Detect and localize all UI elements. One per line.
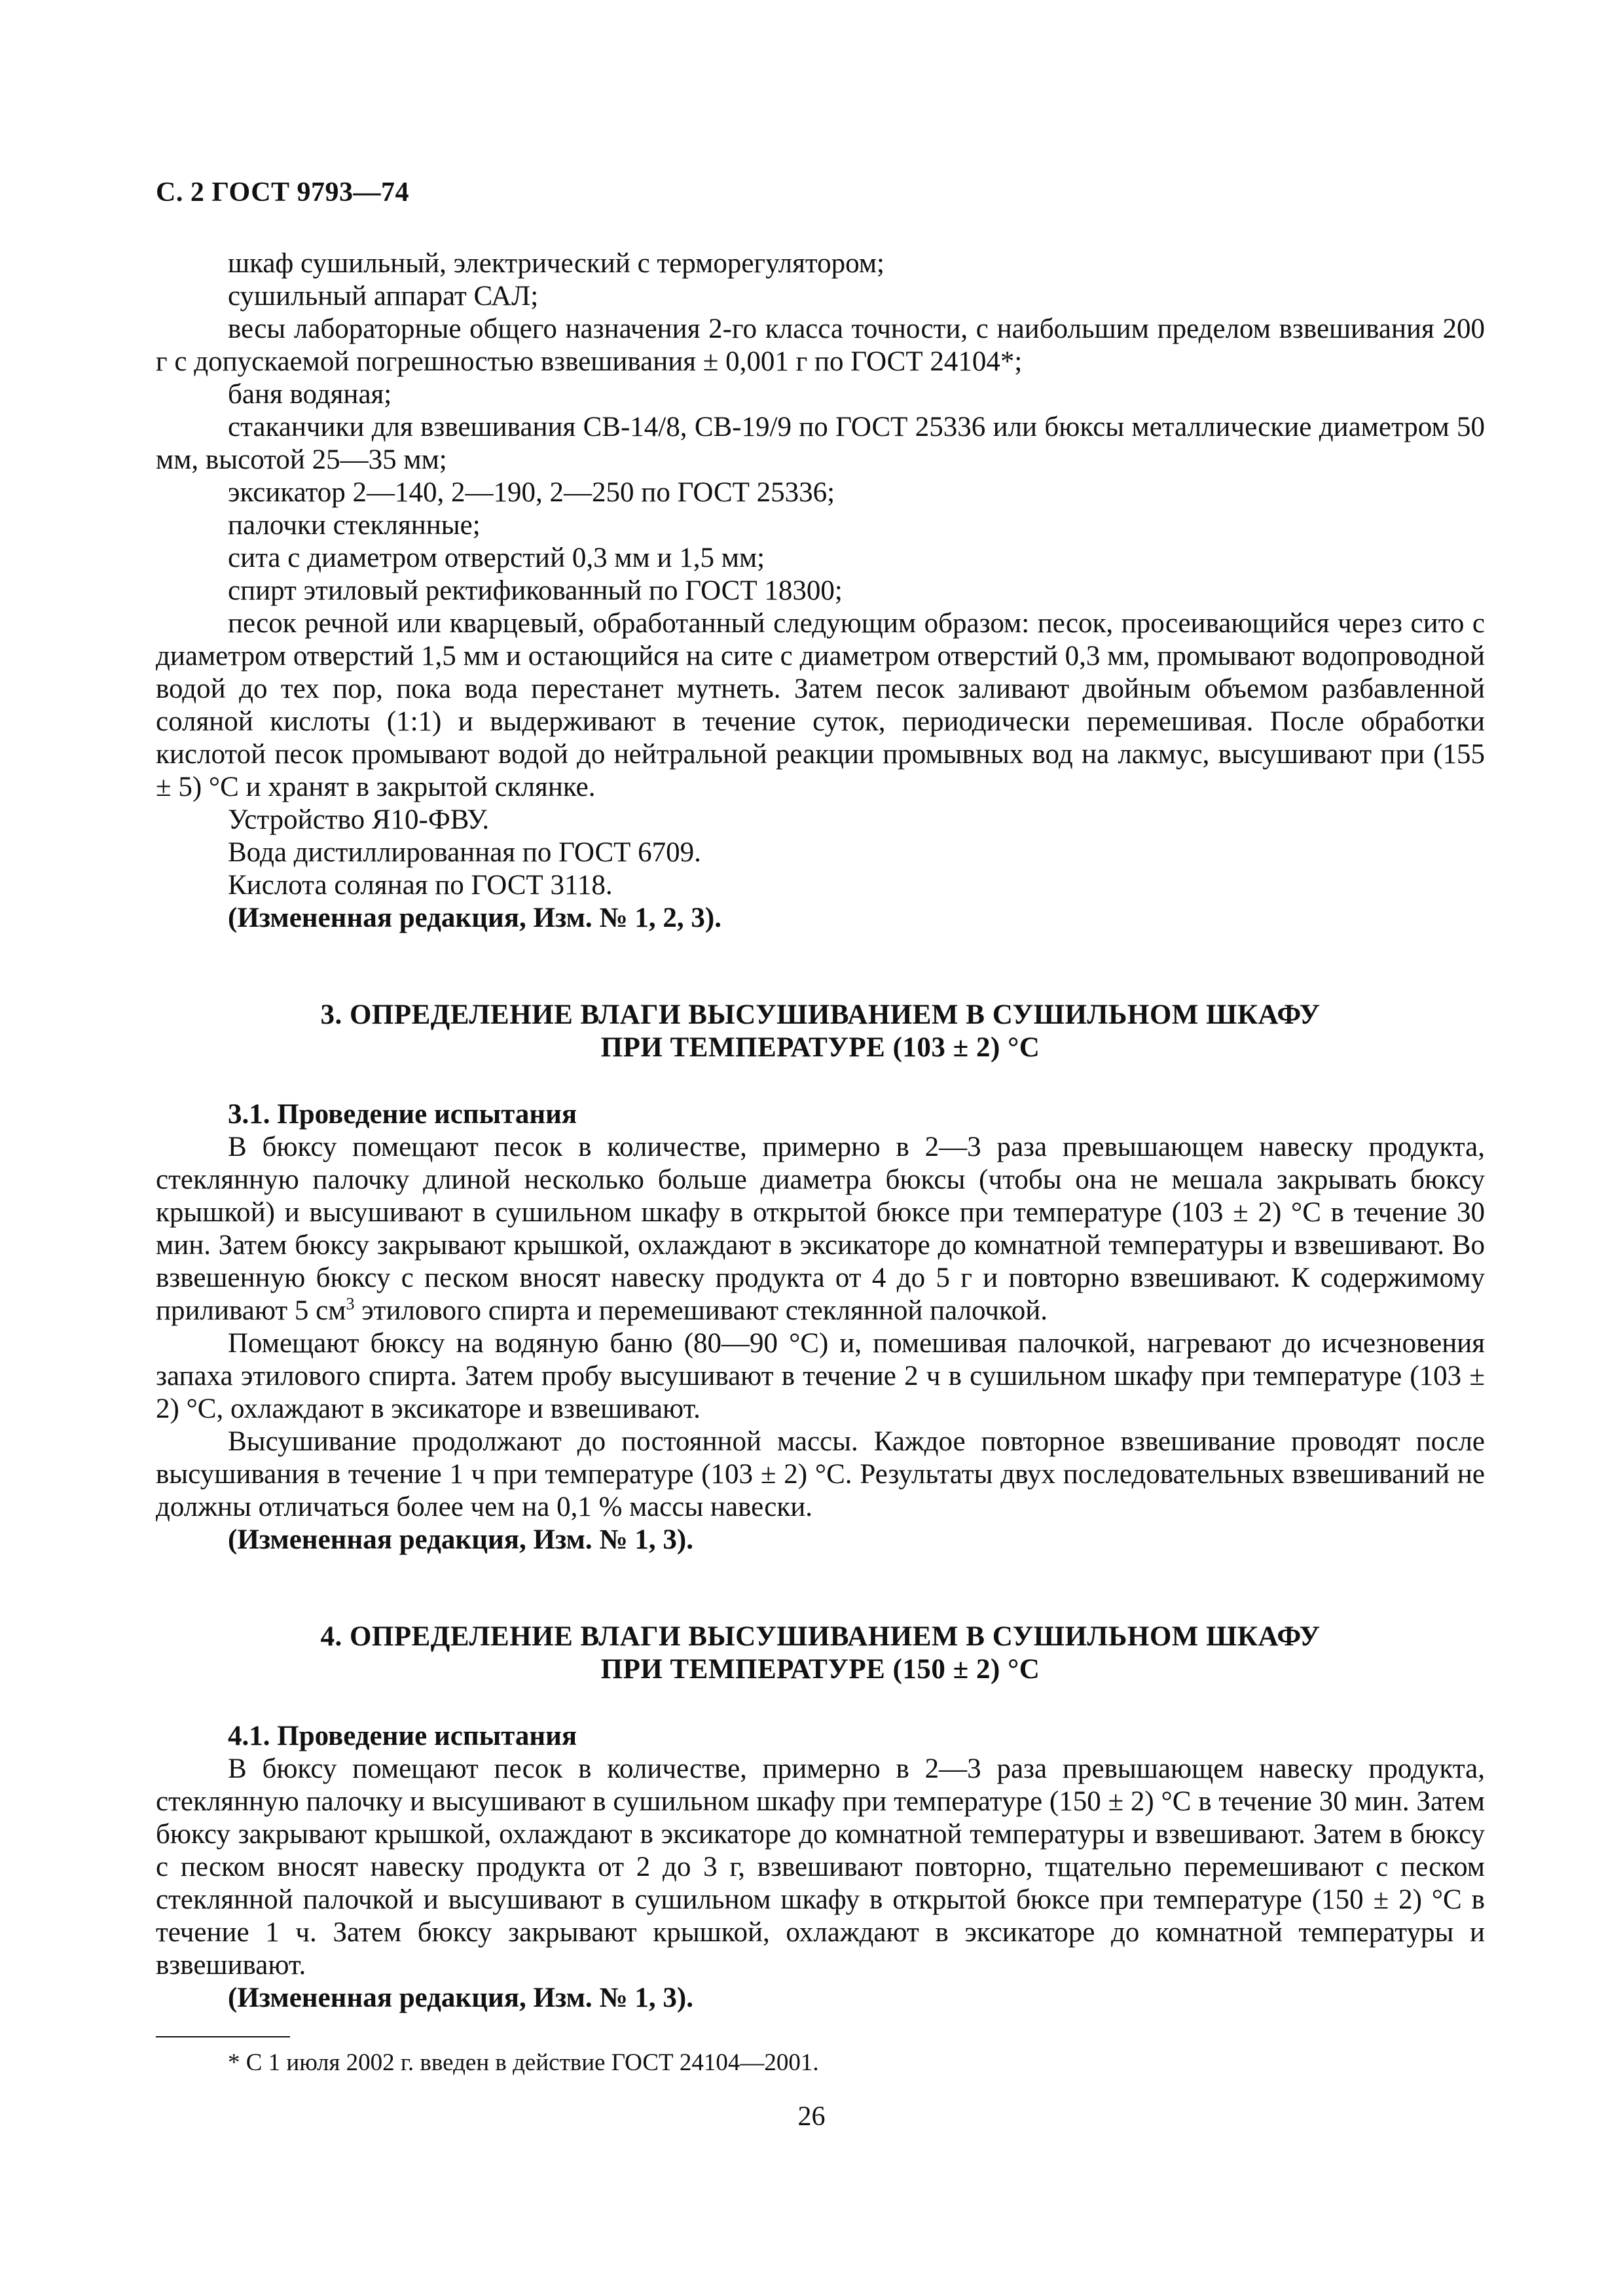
revision-note: (Измененная редакция, Изм. № 1, 3). bbox=[228, 1982, 693, 2013]
footnote: * С 1 июля 2002 г. введен в действие ГОСТ 24104—2001. bbox=[228, 2049, 819, 2076]
equipment-item: Кислота соляная по ГОСТ 3118. bbox=[228, 870, 613, 901]
equipment-item: шкаф сушильный, электрический с терморегулятором; bbox=[228, 248, 884, 279]
section-3-1-heading: 3.1. Проведение испытания bbox=[228, 1099, 577, 1130]
superscript: 3 bbox=[346, 1294, 355, 1314]
equipment-item: сушильный аппарат САЛ; bbox=[228, 281, 539, 312]
sand-preparation-paragraph: песок речной или кварцевый, обработанный следующим образом: песок, просеивающийся через сито с диаметром отверстий 1,5 мм и остающийся на сите с диаметром отверстий 0,3 мм, промывают водопроводной водой до тех пор, пока вода перестанет мутнеть. Затем песок заливают двойным объемом разбавленной соляной кислоты (1:1) и выдерживают в течение суток, периодически перемешивая. После обработки кислотой песок промывают водой до нейтральной реакции промывных вод на лакмус, высушивают при (155 ± 5) °С и хранят в закрытой склянке. bbox=[156, 608, 1485, 802]
equipment-item: палочки стеклянные; bbox=[228, 510, 481, 541]
revision-note: (Измененная редакция, Изм. № 1, 3). bbox=[228, 1524, 693, 1555]
page-number: 26 bbox=[797, 2102, 826, 2132]
section-4-title-line2: ПРИ ТЕМПЕРАТУРЕ (150 ± 2) °С bbox=[600, 1654, 1040, 1685]
equipment-item: баня водяная; bbox=[228, 379, 392, 410]
section-4-title: 4. ОПРЕДЕЛЕНИЕ ВЛАГИ ВЫСУШИВАНИЕМ В СУШИЛЬНОМ ШКАФУ bbox=[320, 1621, 1321, 1652]
footnote-separator bbox=[156, 2036, 290, 2037]
revision-note: (Измененная редакция, Изм. № 1, 2, 3). bbox=[228, 903, 721, 933]
section-3-paragraph bbox=[156, 1131, 1485, 1327]
section-3-paragraph-text: этилового спирта и перемешивают стеклянной палочкой. bbox=[354, 1295, 1048, 1326]
section-3-paragraph: Высушивание продолжают до постоянной массы. Каждое повторное взвешивание проводят после высушивания в течение 1 ч при температуре (103 ± 2) °С. Результаты двух последовательных взвешиваний не должны отличаться более чем на 0,1 % массы навески. bbox=[156, 1426, 1485, 1522]
section-3-paragraph-text: В бюксу помещают песок в количестве, примерно в 2—3 раза превышающем навеску продукта, стеклянную палочку длиной несколько больше диаметра бюксы (чтобы она не мешала закрывать бюксу крышкой) и высушивают в сушильном шкафу в открытой бюксе при температуре (103 ± 2) °С в течение 30 мин. Затем бюксу закрывают крышкой, охлаждают в эксикаторе до комнатной температуры и взвешивают. Во взвешенную бюксу с песком вносят навеску продукта от 4 до 5 г и повторно взвешивают. К содержимому приливают 5 см bbox=[156, 1132, 1485, 1326]
equipment-item: Вода дистиллированная по ГОСТ 6709. bbox=[228, 837, 701, 868]
section-3-title-line2: ПРИ ТЕМПЕРАТУРЕ (103 ± 2) °С bbox=[600, 1032, 1040, 1063]
equipment-item: сита с диаметром отверстий 0,3 мм и 1,5 мм; bbox=[228, 543, 765, 573]
document-body bbox=[156, 247, 1485, 2015]
equipment-item: спирт этиловый ректификованный по ГОСТ 18300; bbox=[228, 575, 843, 606]
equipment-item: эксикатор 2—140, 2—190, 2—250 по ГОСТ 25336; bbox=[228, 477, 835, 508]
page-header: С. 2 ГОСТ 9793—74 bbox=[156, 177, 410, 207]
section-4-paragraph: В бюксу помещают песок в количестве, примерно в 2—3 раза превышающем навеску продукта, стеклянную палочку и высушивают в сушильном шкафу при температуре (150 ± 2) °С в течение 30 мин. Затем бюксу закрывают крышкой, охлаждают в эксикаторе до комнатной температуры и взвешивают. Затем в бюксу с песком вносят навеску продукта от 2 до 3 г, взвешивают повторно, тщательно перемешивают с песком стеклянной палочкой и высушивают в сушильном шкафу в открытой бюксе при температуре (150 ± 2) °С в течение 1 ч. Затем бюксу закрывают крышкой, охлаждают в эксикаторе до комнатной температуры и взвешивают. bbox=[156, 1753, 1485, 1981]
section-3-title: 3. ОПРЕДЕЛЕНИЕ ВЛАГИ ВЫСУШИВАНИЕМ В СУШИЛЬНОМ ШКАФУ bbox=[320, 999, 1321, 1030]
equipment-item: весы лабораторные общего назначения 2-го класса точности, с наибольшим пределом взвешивания 200 г с допускаемой погрешностью взвешивания ± 0,001 г по ГОСТ 24104*; bbox=[156, 314, 1485, 377]
section-3-paragraph: Помещают бюксу на водяную баню (80—90 °С) и, помешивая палочкой, нагревают до исчезновения запаха этилового спирта. Затем пробу высушивают в течение 2 ч в сушильном шкафу при температуре (103 ± 2) °С, охлаждают в эксикаторе и взвешивают. bbox=[156, 1328, 1485, 1424]
equipment-item: Устройство Я10-ФВУ. bbox=[228, 804, 490, 835]
section-4-1-heading: 4.1. Проведение испытания bbox=[228, 1721, 577, 1751]
equipment-item: стаканчики для взвешивания СВ-14/8, СВ-19/9 по ГОСТ 25336 или бюксы металлические диаметром 50 мм, высотой 25—35 мм; bbox=[156, 412, 1485, 475]
